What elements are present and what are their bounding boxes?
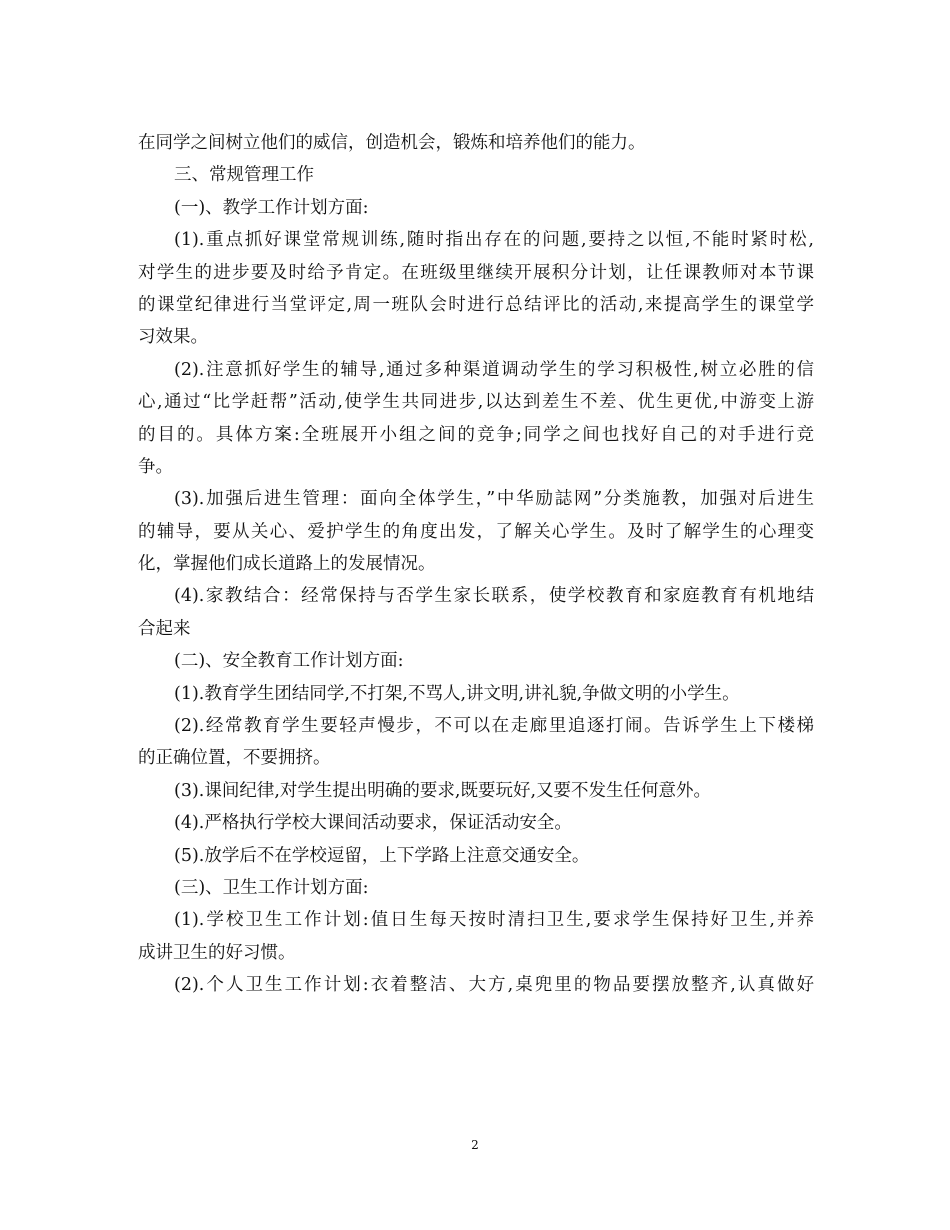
text-line: 争。: [138, 456, 173, 477]
text-line: 三、常规管理工作: [174, 165, 314, 186]
document-body: [138, 127, 814, 1002]
text-line: (二)、安全教育工作计划方面:: [174, 651, 404, 672]
text-line: (1).教育学生团结同学,不打架,不骂人,讲文明,讲礼貌,争做文明的小学生。: [174, 683, 740, 704]
text-line: 在同学之间树立他们的威信，创造机会，锻炼和培养他们的能力。: [138, 133, 646, 153]
text-line: 化，掌握他们成长道路上的发展情况。: [138, 554, 436, 575]
text-line: (1).重点抓好课堂常规训练,随时指出存在的问题,要持之以恒,不能时紧时松,: [174, 230, 814, 251]
text-line: 的目的。具体方案:全班展开小组之间的竞争;同学之间也找好自己的对手进行竞: [138, 424, 814, 445]
text-line: (2).经常教育学生要轻声慢步，不可以在走廊里追逐打闹。告诉学生上下楼梯: [174, 716, 814, 737]
page-number: 2: [471, 1138, 479, 1152]
text-line: (5).放学后不在学校逗留，上下学路上注意交通安全。: [174, 845, 590, 866]
text-line: (3).加强后进生管理：面向全体学生，”中华励誌网”分类施教，加强对后进生: [174, 489, 814, 510]
text-line: 的正确位置，不要拥挤。: [138, 748, 331, 769]
text-line: (2).注意抓好学生的辅导,通过多种渠道调动学生的学习积极性,树立必胜的信: [174, 359, 814, 380]
text-line: (4).家教结合：经常保持与否学生家长联系，使学校教育和家庭教育有机地结: [174, 586, 814, 607]
text-line: 习效果。: [138, 327, 208, 348]
text-line: 成讲卫生的好习惯。: [138, 942, 296, 963]
text-line: 的课堂纪律进行当堂评定,周一班队会时进行总结评比的活动,来提高学生的课堂学: [138, 294, 814, 315]
text-line: (3).课间纪律,对学生提出明确的要求,既要玩好,又要不发生任何意外。: [174, 780, 712, 801]
text-line: (一)、教学工作计划方面:: [174, 197, 369, 218]
text-line: 对学生的进步要及时给予肯定。在班级里继续开展积分计划，让任课教师对本节课: [138, 262, 814, 283]
text-line: (1).学校卫生工作计划:值日生每天按时清扫卫生,要求学生保持好卫生,并养: [174, 910, 814, 931]
text-line: 的辅导，要从关心、爱护学生的角度出发，了解关心学生。及时了解学生的心理变: [138, 521, 814, 542]
text-line: 合起来: [138, 618, 191, 639]
text-line: (三)、卫生工作计划方面:: [174, 877, 369, 898]
text-line: (4).严格执行学校大课间活动要求，保证活动安全。: [174, 813, 572, 834]
text-line: (2).个人卫生工作计划:衣着整洁、大方,桌兜里的物品要摆放整齐,认真做好: [174, 975, 814, 996]
text-line: 心,通过“比学赶帮”活动,使学生共同进步,以达到差生不差、优生更优,中游变上游: [138, 392, 814, 413]
